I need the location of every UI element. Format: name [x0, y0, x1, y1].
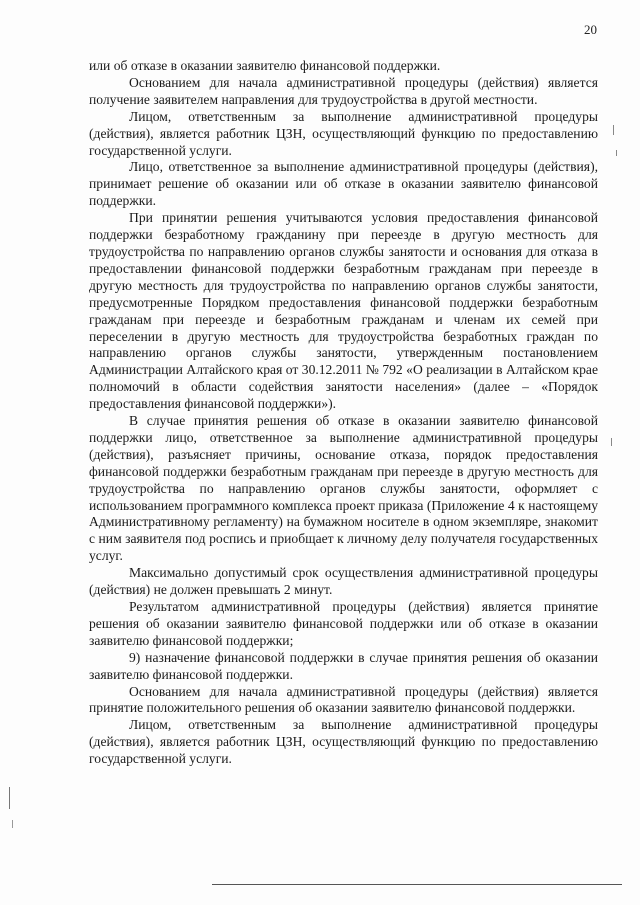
paragraph-5: При принятии решения учитываются условия предоставления финансовой поддержки безработному гражданину при переезде в другую местность для трудоустройства по направлению органов службы занятости и основания для отказа в предоставлении финансовой поддержки безработным гражданам при переезде в другую местность для трудоустройства по направлению органов службы занятости, предусмотренные Порядком предоставления финансовой поддержки безработным гражданам при переезде и безработным гражданам и членам их семей при переселении в другую местность для трудоустройства безработных граждан по направлению органов службы занятости, утвержденным постановлением Администрации Алтайского края от 30.12.2011 № 792 «О реализации в Алтайском крае полномочий в области содействия занятости населения» (далее – «Порядок предоставления финансовой поддержки»).: [89, 210, 598, 412]
document-body: [89, 58, 598, 768]
scan-artifact: [613, 125, 614, 135]
paragraph-4: Лицо, ответственное за выполнение административной процедуры (действия), принимает решение об оказании или об отказе в оказании заявителю финансовой поддержки.: [89, 159, 598, 209]
scan-artifact: [12, 820, 13, 828]
scan-artifact: [616, 150, 617, 156]
paragraph-1: или об отказе в оказании заявителю финансовой поддержки.: [89, 58, 441, 73]
paragraph-9: 9) назначение финансовой поддержки в случае принятия решения об оказании заявителю финансовой поддержки.: [89, 649, 598, 682]
bottom-rule: [212, 884, 622, 885]
paragraph-7: Максимально допустимый срок осуществления административной процедуры (действия) не должен превышать 2 минут.: [89, 565, 598, 598]
paragraph-3: Лицом, ответственным за выполнение административной процедуры (действия), является работник ЦЗН, осуществляющий функцию по предоставлению государственной услуги.: [89, 108, 598, 158]
page-number: 20: [584, 22, 597, 37]
paragraph-10: Основанием для начала административной процедуры (действия) является принятие положительного решения об оказании заявителю финансовой поддержки.: [89, 683, 598, 716]
paragraph-2: Основанием для начала административной процедуры (действия) является получение заявителем направления для трудоустройства в другой местности.: [89, 74, 598, 107]
paragraph-8: Результатом административной процедуры (действия) является принятие решения об оказании заявителю финансовой поддержки или об отказе в оказании заявителю финансовой поддержки;: [89, 599, 598, 648]
scan-artifact: [611, 438, 612, 446]
scan-artifact: [9, 787, 10, 809]
paragraph-11: Лицом, ответственным за выполнение административной процедуры (действия), является работник ЦЗН, осуществляющий функцию по предоставлению государственной услуги.: [89, 717, 598, 767]
paragraph-6: В случае принятия решения об отказе в оказании заявителю финансовой поддержки лицо, ответственное за выполнение административной процедуры (действия), разъясняет причины, основание отказа, порядок предоставления финансовой поддержки безработным гражданам при переезде в другую местность для трудоустройства по направлению органов службы занятости, оформляет с использованием программного комплекса проект приказа (Приложение 4 к настоящему Административному регламенту) на бумажном носителе в одном экземпляре, знакомит с ним заявителя под роспись и приобщает к личному делу получателя государственных услуг.: [89, 413, 598, 564]
